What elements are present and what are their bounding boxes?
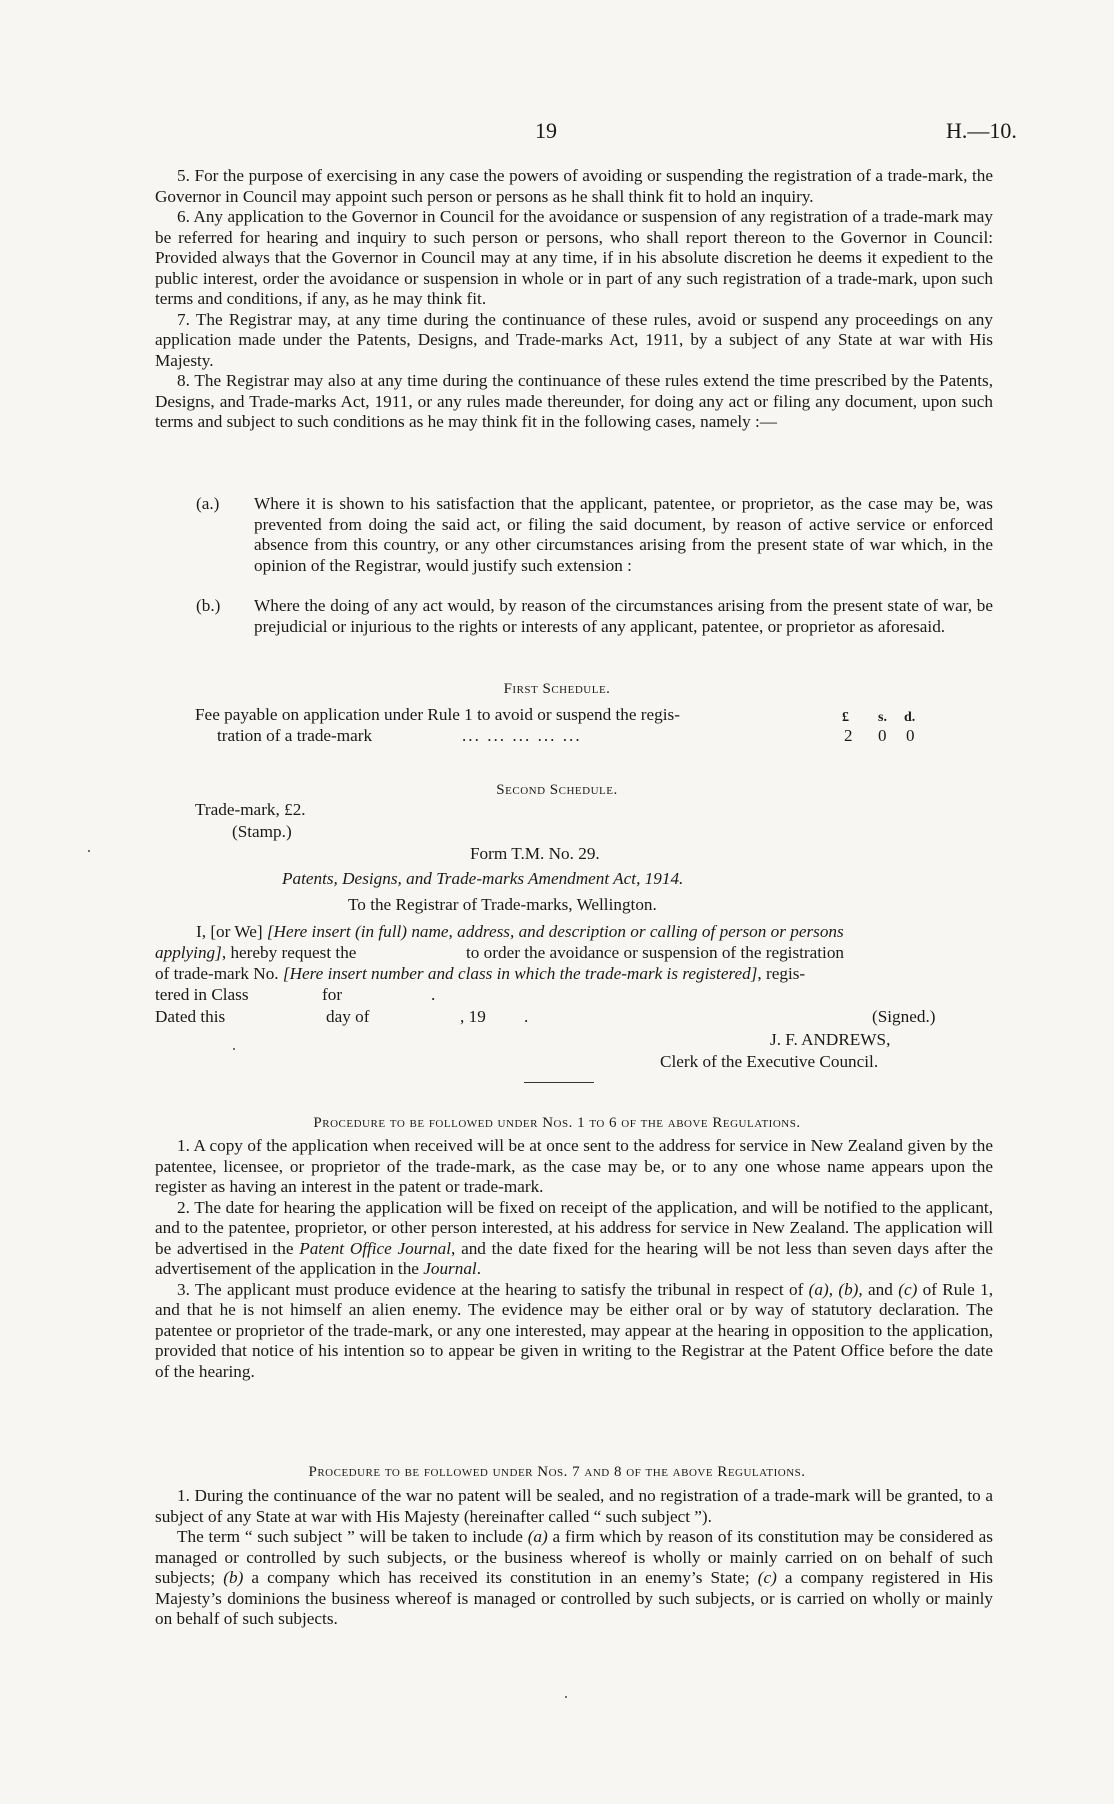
para-text: a company which has received its constitution in an enemy’s State; xyxy=(243,1568,758,1587)
page-number: 19 xyxy=(535,118,557,143)
para-text: a firm which by reason of its constitution may be considered as managed or controlled by such subjects, or the business whereof is wholly or mainly carried on on behalf of such subjects; xyxy=(155,1527,993,1587)
rule-5: 5. For the purpose of exercising in any case the powers of avoiding or suspending the registration of a trade-mark, the Governor in Council may appoint such person or persons as he shall think fit to hold an inquiry. xyxy=(155,166,993,206)
form-text: , hereby request the xyxy=(221,943,357,962)
para-text: The term “ such subject ” will be taken to include xyxy=(177,1527,528,1546)
col-shillings: s. xyxy=(878,710,887,725)
signed-label: (Signed.) xyxy=(872,1007,936,1026)
form-body-line-4-end: . xyxy=(431,985,436,1004)
col-pence: d. xyxy=(904,710,916,725)
stamp-line-1: Trade-mark, £2. xyxy=(195,800,306,819)
procedure-1-6-para-3 xyxy=(155,1280,993,1383)
clause-label: (a.) xyxy=(196,494,220,513)
form-body-line-4: tered in Class xyxy=(155,985,249,1004)
rule-6: 6. Any application to the Governor in Council for the avoidance or suspension of any registration of a trade-mark may be referred for hearing and inquiry to such person or persons, who shall report thereon to the Governor in Council: Provided always that the Governor in Council may at any time, if in his absolute discretion he deems it expedient to the public interest, order the avoidance or suspension in whole or in part of any such registration of a trade-mark, upon such terms and conditions, if any, as he may think fit. xyxy=(155,207,993,308)
para-ref: (a), (b), xyxy=(808,1279,863,1299)
form-body-line-3 xyxy=(155,964,805,985)
journal-name: Patent Office Journal xyxy=(299,1238,452,1258)
para-text: 2. The date for hearing the application will be fixed on receipt of the application, and will be notified to the applicant, and to the patentee, proprietor, or other person interested, at his address for service in New Zealand. The application will be advertised in the xyxy=(155,1197,993,1258)
procedure-7-8-para-2 xyxy=(155,1527,993,1630)
para-text: a company registered in His Majesty’s dominions the business whereof is managed or controlled by such subjects, or is carried on wholly or mainly on behalf of such subjects. xyxy=(155,1568,993,1628)
rule-8-clause-b xyxy=(196,596,993,637)
year-end: . xyxy=(524,1007,529,1026)
rule-8-clause-a xyxy=(196,494,993,576)
procedure-1-6-para-2 xyxy=(155,1198,993,1280)
second-schedule-title: Second Schedule. xyxy=(496,782,618,798)
year: , 19 xyxy=(460,1007,486,1026)
scan-speck xyxy=(233,1048,235,1050)
col-pounds: £ xyxy=(842,710,849,725)
fee-pounds: 2 xyxy=(844,726,853,745)
procedure-7-8-body xyxy=(155,1486,993,1630)
day-of: day of xyxy=(326,1007,370,1026)
first-schedule-title: First Schedule. xyxy=(503,681,611,697)
act-title: Patents, Designs, and Trade-marks Amendment Act, 1914. xyxy=(282,869,684,888)
form-instruction: [Here insert (in full) name, address, and description or calling of person or persons xyxy=(266,922,844,941)
clause-text: Where the doing of any act would, by reason of the circumstances arising from the present state of war, be prejudicial or injurious to the rights or interests of any applicant, patentee, or proprietor as aforesaid. xyxy=(254,596,993,636)
form-instruction: [Here insert number and class in which the trade-mark is registered] xyxy=(282,964,758,983)
dated-this: Dated this xyxy=(155,1007,226,1026)
fee-shillings: 0 xyxy=(878,726,887,745)
form-text: I, [or We] xyxy=(196,922,267,941)
signatory-name: J. F. ANDREWS, xyxy=(770,1030,891,1049)
scan-speck xyxy=(88,850,90,852)
procedure-1-6-para-1: 1. A copy of the application when received will be at once sent to the address for service in New Zealand given by the patentee, licensee, or proprietor of the trade-mark, as the case may be, or to any one whose name appears upon the register as having an interest in the patent or trade-mark. xyxy=(155,1136,993,1196)
form-text: of trade-mark No. xyxy=(155,964,283,983)
rules-section xyxy=(155,166,993,433)
para-text: of Rule 1, and that he is not himself an alien enemy. The evidence may be either oral or by way of statutory declaration. The patentee or proprietor of the trade-mark, or any one interested, may appear at the hearing in opposition to the application, provided that notice of his intention so to appear be given in writing to the Registrar at the Patent Office before the date of the hearing. xyxy=(155,1279,994,1381)
form-body-line-2-end: to order the avoidance or suspension of the registration xyxy=(466,943,845,962)
form-body-line-4-for: for xyxy=(322,985,343,1004)
form-instruction: applying] xyxy=(155,943,222,962)
para-text: and xyxy=(862,1279,899,1299)
procedure-1-6-title: Procedure to be followed under Nos. 1 to 6 of the above Regulations. xyxy=(313,1115,801,1131)
stamp-line-2: (Stamp.) xyxy=(232,822,292,841)
para-ref: (b) xyxy=(223,1568,244,1587)
procedure-7-8-para-1: 1. During the continuance of the war no patent will be sealed, and no registration of a trade-mark will be granted, to a subject of any State at war with His Majesty (hereinafter called “ such subject ”). xyxy=(155,1486,993,1526)
form-body-line-2 xyxy=(155,943,356,964)
procedure-1-6-body xyxy=(155,1136,993,1382)
fee-leaders: ... ... ... ... ... xyxy=(462,726,582,745)
form-body-line-1 xyxy=(196,922,844,943)
clause-label: (b.) xyxy=(196,596,221,615)
procedure-7-8-title: Procedure to be followed under Nos. 7 and 8 of the above Regulations. xyxy=(308,1464,806,1480)
addressee: To the Registrar of Trade-marks, Wellington. xyxy=(348,895,657,914)
clause-text: Where it is shown to his satisfaction that the applicant, patentee, or proprietor, as the case may be, was prevented from doing the said act, or filing the said document, by reason of active service or enforced absence from this country, or any other circumstances arising from the present state of war which, in the opinion of the Registrar, would justify such extension : xyxy=(254,494,993,575)
fee-pence: 0 xyxy=(906,726,915,745)
para-ref: (a) xyxy=(527,1527,548,1546)
form-text: , regis- xyxy=(757,964,806,983)
signatory-title: Clerk of the Executive Council. xyxy=(660,1052,879,1071)
para-text: 3. The applicant must produce evidence at the hearing to satisfy the tribunal in respect of xyxy=(177,1279,809,1299)
form-number: Form T.M. No. 29. xyxy=(470,844,600,863)
rule-7: 7. The Registrar may, at any time during the continuance of these rules, avoid or suspend any proceedings on any application made under the Patents, Designs, and Trade-marks Act, 1911, by a subject of any State at war with His Majesty. xyxy=(155,309,993,370)
fee-line-1: Fee payable on application under Rule 1 to avoid or suspend the regis- xyxy=(195,705,680,724)
scan-speck xyxy=(565,1696,567,1698)
section-divider xyxy=(524,1082,594,1083)
para-text: . xyxy=(476,1259,481,1278)
para-text: , and the date fixed for the hearing will be not less than seven days after the advertisement of the application in the xyxy=(155,1238,993,1278)
document-reference: H.—10. xyxy=(946,118,1017,143)
journal-name: Journal xyxy=(423,1259,477,1278)
rule-8: 8. The Registrar may also at any time during the continuance of these rules extend the time prescribed by the Patents, Designs, and Trade-marks Act, 1911, or any rules made thereunder, for doing any act or filing any document, upon such terms and subject to such conditions as he may think fit in the following cases, namely :— xyxy=(155,371,993,431)
para-ref: (c) xyxy=(757,1568,777,1587)
para-ref: (c) xyxy=(898,1279,918,1299)
fee-line-2: tration of a trade-mark xyxy=(217,726,373,745)
